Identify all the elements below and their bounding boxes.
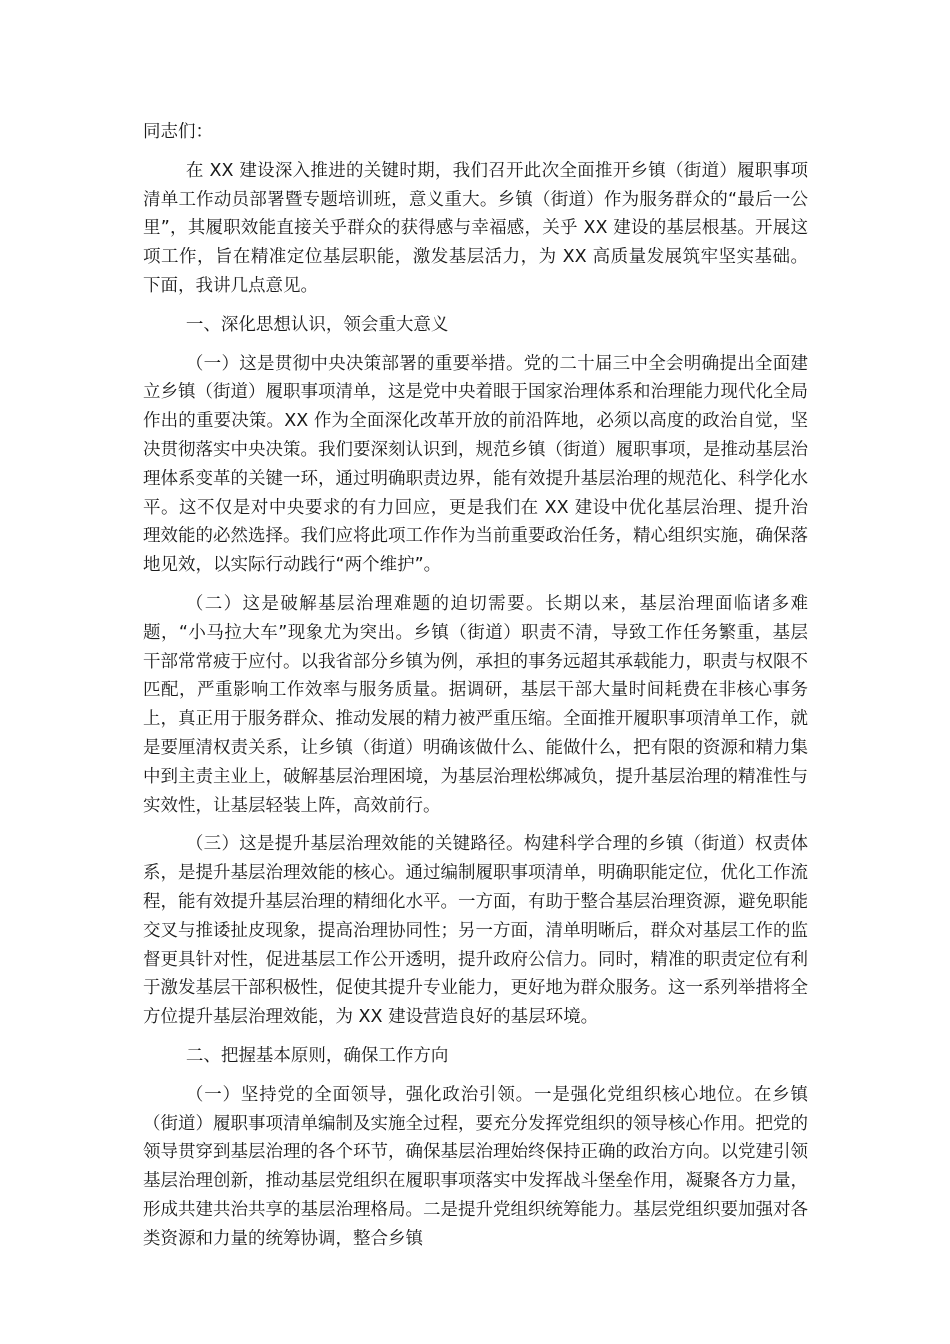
section-1-paragraph-1: （一）这是贯彻中央决策部署的重要举措。党的二十届三中全会明确提出全面建立乡镇（街道）履职事项清单，这是党中央着眼于国家治理体系和治理能力现代化全局作出的重要决策。XX 作为全面深化改革开放的前沿阵地，必须以高度的政治自觉，坚决贯彻落实中央决策。我们要深刻认识到，规范乡镇（街道）履职事项，是推动基层治理体系变革的关键一环，通过明确职责边界，能有效提升基层治理的规范化、科学化水平。这不仅是对中央要求的有力回应，更是我们在 XX 建设中优化基层治理、提升治理效能的必然选择。我们应将此项工作作为当前重要政治任务，精心组织实施，确保落地见效，以实际行动践行“两个维护”。: [143, 353, 808, 576]
intro-paragraph: 在 XX 建设深入推进的关键时期，我们召开此次全面推开乡镇（街道）履职事项清单工作动员部署暨专题培训班，意义重大。乡镇（街道）作为服务群众的“最后一公里”，其履职效能直接关乎群众的获得感与幸福感，关乎 XX 建设的基层根基。开展这项工作，旨在精准定位基层职能，激发基层活力，为 XX 高质量发展筑牢坚实基础。下面，我讲几点意见。: [143, 160, 808, 296]
salutation: 同志们：: [143, 122, 213, 142]
section-2-heading: 二、把握基本原则，确保工作方向: [185, 1045, 449, 1066]
section-1-heading: 一、深化思想认识，领会重大意义: [185, 314, 449, 335]
section-2-paragraph-1: （一）坚持党的全面领导，强化政治引领。一是强化党组织核心地位。在乡镇（街道）履职事项清单编制及实施全过程，要充分发挥党组织的领导核心作用。把党的领导贯穿到基层治理的各个环节，确保基层治理始终保持正确的政治方向。以党建引领基层治理创新，推动基层党组织在履职事项落实中发挥战斗堡垒作用，凝聚各方力量，形成共建共治共享的基层治理格局。二是提升党组织统筹能力。基层党组织要加强对各类资源和力量的统筹协调，整合乡镇: [143, 1084, 808, 1249]
section-1-paragraph-2: （二）这是破解基层治理难题的迫切需要。长期以来，基层治理面临诸多难题，“小马拉大车”现象尤为突出。乡镇（街道）职责不清，导致工作任务繁重，基层干部常常疲于应付。以我省部分乡镇为例，承担的事务远超其承载能力，职责与权限不匹配，严重影响工作效率与服务质量。据调研，基层干部大量时间耗费在非核心事务上，真正用于服务群众、推动发展的精力被严重压缩。全面推开履职事项清单工作，就是要厘清权责关系，让乡镇（街道）明确该做什么、能做什么，把有限的资源和精力集中到主责主业上，破解基层治理困境，为基层治理松绑减负，提升基层治理的精准性与实效性，让基层轻装上阵，高效前行。: [143, 593, 808, 816]
section-1-paragraph-3: （三）这是提升基层治理效能的关键路径。构建科学合理的乡镇（街道）权责体系，是提升基层治理效能的核心。通过编制履职事项清单，明确职能定位，优化工作流程，能有效提升基层治理的精细化水平。一方面，有助于整合基层治理资源，避免职能交叉与推诿扯皮现象，提高治理协同性；另一方面，清单明晰后，群众对基层工作的监督更具针对性，促进基层工作公开透明，提升政府公信力。同时，精准的职责定位有利于激发基层干部积极性，促使其提升专业能力，更好地为群众服务。这一系列举措将全方位提升基层治理效能，为 XX 建设营造良好的基层环境。: [143, 834, 808, 1028]
document-page: [143, 118, 808, 1263]
